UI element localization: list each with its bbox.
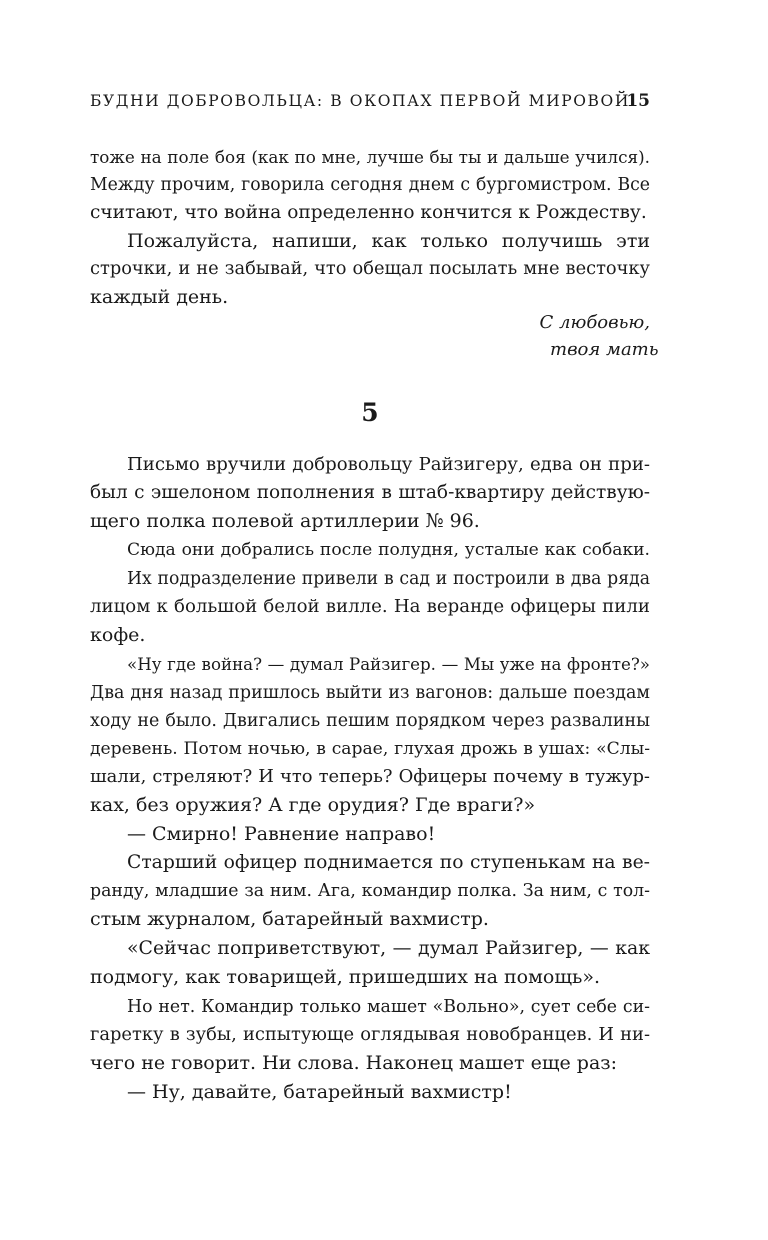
text-line: ках, без оружия? А где орудия? Где враги?»	[90, 794, 536, 816]
text-line: деревень. Потом ночью, в сарае, глухая дрожь в ушах: «Слы-	[90, 739, 650, 759]
text-line: ходу не было. Двигались пешим порядком через развалины	[90, 711, 650, 731]
text-line: Письмо вручили добровольцу Райзигеру, едва он при-	[127, 454, 650, 475]
text-line: считают, что война определенно кончится к Рождеству.	[90, 202, 647, 223]
text-line: строчки, и не забывай, что обещал посылать мне весточку	[90, 258, 650, 279]
text-line: «Сейчас поприветствуют, — думал Райзигер, — как	[127, 938, 650, 959]
text-line: Между прочим, говорила сегодня днем с бургомистром. Все	[90, 175, 650, 195]
text-line: щего полка полевой артиллерии № 96.	[90, 510, 480, 532]
running-header-title: БУДНИ ДОБРОВОЛЬЦА: В ОКОПАХ ПЕРВОЙ МИРОВОЙ	[90, 92, 630, 110]
text-line: шали, стреляют? И что теперь? Офицеры почему в тужур-	[90, 766, 650, 787]
text-line: Два дня назад пришлось выйти из вагонов: дальше поездам	[90, 683, 650, 703]
text-line: каждый день.	[90, 286, 229, 308]
text-line: стым журналом, батарейный вахмистр.	[90, 908, 489, 930]
text-line: тоже на поле боя (как по мне, лучше бы ты и дальше учился).	[90, 147, 650, 167]
text-line: был с эшелоном пополнения в штаб-квартиру действую-	[90, 482, 650, 503]
text-line: ранду, младшие за ним. Ага, командир полка. За ним, с тол-	[90, 881, 650, 901]
signature-line: твоя мать	[550, 339, 659, 360]
chapter-number: 5	[361, 398, 379, 427]
text-line: гаретку в зубы, испытующе оглядывая новобранцев. И ни-	[90, 1024, 650, 1045]
text-line: — Смирно! Равнение направо!	[127, 823, 436, 845]
page-number: 15	[626, 91, 650, 111]
text-line: Пожалуйста, напиши, как только получишь эти	[127, 230, 650, 252]
text-line: подмогу, как товарищей, пришедших на помощь».	[90, 966, 601, 988]
running-header	[90, 92, 650, 116]
text-line: лицом к большой белой вилле. На веранде офицеры пили	[90, 596, 650, 617]
signature-line: С любовью,	[539, 312, 650, 333]
text-line: Старший офицер поднимается по ступенькам на ве-	[127, 852, 650, 873]
text-line: Сюда они добрались после полудня, усталые как собаки.	[127, 540, 650, 560]
text-line: — Ну, давайте, батарейный вахмистр!	[127, 1081, 512, 1103]
text-line: «Ну где война? — думал Райзигер. — Мы уже на фронте?»	[127, 655, 650, 674]
text-line: Их подразделение привели в сад и построили в два ряда	[127, 569, 650, 589]
text-line: Но нет. Командир только машет «Вольно», сует себе си-	[127, 997, 650, 1017]
text-line: кофе.	[90, 624, 146, 646]
text-line: чего не говорит. Ни слова. Наконец машет еще раз:	[90, 1052, 618, 1074]
